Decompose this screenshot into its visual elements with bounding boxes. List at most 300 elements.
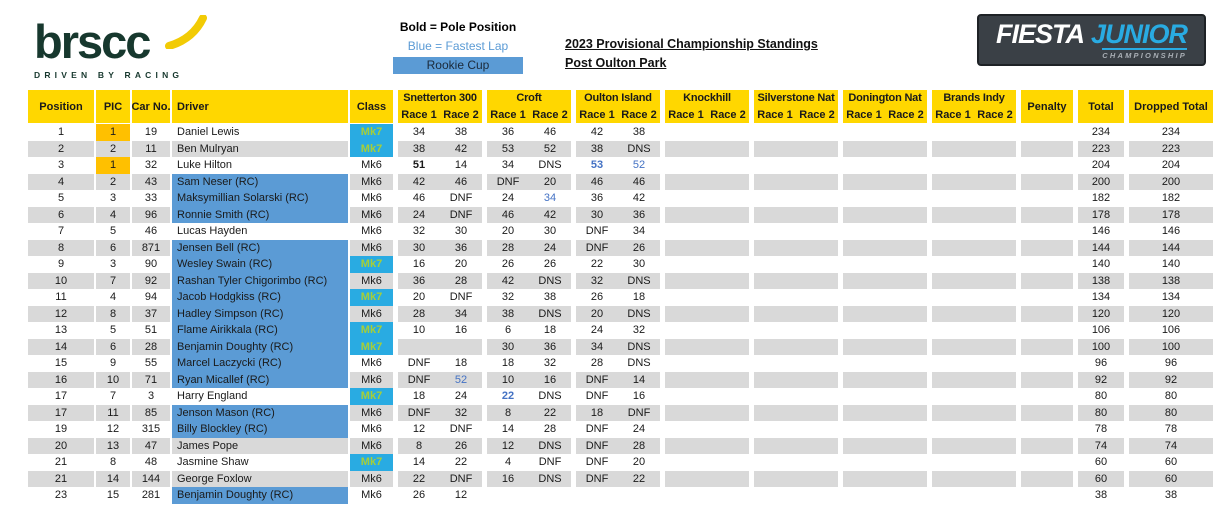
cell-race-result bbox=[665, 421, 707, 438]
cell-race-result bbox=[754, 471, 796, 488]
venue-results bbox=[754, 322, 838, 339]
cell-race-result bbox=[932, 124, 974, 141]
cell-car-no: 71 bbox=[132, 372, 170, 389]
venue-results bbox=[932, 174, 1016, 191]
cell-class: Mk6 bbox=[361, 159, 382, 172]
venue-results bbox=[576, 124, 660, 141]
cell-dropped-total: 178 bbox=[1129, 207, 1213, 224]
cell-race-result bbox=[932, 405, 974, 422]
cell-car-no: 315 bbox=[141, 423, 161, 436]
cell-race-result: DNS bbox=[529, 273, 571, 290]
cell-race-result: DNF bbox=[538, 456, 562, 469]
cell-car-no: 55 bbox=[144, 357, 158, 370]
venue-results bbox=[932, 207, 1016, 224]
race-label: Race 2 bbox=[888, 108, 924, 121]
venue-results bbox=[932, 157, 1016, 174]
cell-race-result: 18 bbox=[543, 324, 557, 337]
cell-driver: George Foxlow bbox=[172, 471, 348, 488]
cell-class: Mk7 bbox=[350, 388, 393, 405]
cell-pic: 3 bbox=[109, 192, 117, 205]
cell-race-result bbox=[707, 190, 749, 207]
cell-dropped-total: 200 bbox=[1129, 174, 1213, 191]
cell-race-result: 38 bbox=[487, 306, 529, 323]
cell-race-result: 4 bbox=[504, 456, 512, 469]
venue-results bbox=[754, 289, 838, 306]
cell-penalty bbox=[1021, 240, 1073, 257]
cell-race-result bbox=[754, 372, 796, 389]
cell-car-no: 94 bbox=[144, 291, 158, 304]
table-row bbox=[28, 141, 1213, 158]
venue-results bbox=[754, 240, 838, 257]
cell-race-result bbox=[885, 273, 927, 290]
cell-race-result: 32 bbox=[501, 291, 515, 304]
venue-results bbox=[754, 207, 838, 224]
cell-race-result bbox=[843, 207, 885, 224]
cell-driver: Ronnie Smith (RC) bbox=[172, 207, 348, 224]
cell-race-result bbox=[974, 438, 1016, 455]
venue-results bbox=[487, 207, 571, 224]
cell-race-result bbox=[618, 487, 660, 504]
venue-race-labels bbox=[754, 106, 838, 123]
cell-race-result bbox=[974, 322, 1016, 339]
venue-results bbox=[487, 124, 571, 141]
cell-race-result bbox=[754, 487, 796, 504]
cell-total: 134 bbox=[1091, 291, 1111, 304]
cell-total: 146 bbox=[1091, 225, 1111, 238]
cell-race-result: 32 bbox=[440, 405, 482, 422]
cell-driver: Luke Hilton bbox=[177, 159, 233, 172]
cell-race-result: 38 bbox=[543, 291, 557, 304]
cell-race-result: DNF bbox=[585, 423, 609, 436]
cell-race-result: 16 bbox=[412, 258, 426, 271]
cell-race-result: 14 bbox=[501, 423, 515, 436]
cell-race-result: 20 bbox=[454, 258, 468, 271]
venue-results bbox=[576, 223, 660, 240]
venue-results bbox=[932, 289, 1016, 306]
cell-car-no: 11 bbox=[132, 141, 170, 158]
cell-race-result bbox=[665, 372, 707, 389]
legend-rookie-cup: Rookie Cup bbox=[393, 57, 523, 74]
cell-race-result bbox=[932, 322, 974, 339]
cell-race-result: 28 bbox=[543, 423, 557, 436]
venue-results bbox=[665, 240, 749, 257]
header-venue-5 bbox=[754, 90, 838, 123]
table-row bbox=[28, 240, 1213, 257]
cell-race-result: 52 bbox=[529, 141, 571, 158]
cell-race-result bbox=[754, 157, 796, 174]
cell-race-result: 14 bbox=[618, 372, 660, 389]
cell-race-result bbox=[754, 355, 796, 372]
table-row bbox=[28, 174, 1213, 191]
cell-race-result bbox=[974, 388, 1016, 405]
cell-pic: 11 bbox=[96, 405, 130, 422]
cell-race-result bbox=[885, 471, 927, 488]
cell-position: 17 bbox=[54, 390, 68, 403]
venue-results bbox=[754, 190, 838, 207]
cell-race-result bbox=[754, 438, 796, 455]
cell-race-result bbox=[932, 421, 974, 438]
cell-race-result bbox=[843, 256, 885, 273]
cell-race-result bbox=[885, 240, 927, 257]
cell-pic: 5 bbox=[109, 324, 117, 337]
cell-race-result bbox=[885, 322, 927, 339]
cell-car-no: 144 bbox=[132, 471, 170, 488]
venue-results bbox=[665, 421, 749, 438]
cell-car-no: 51 bbox=[144, 324, 158, 337]
venue-name: Donington Nat bbox=[848, 92, 922, 104]
cell-race-result: DNS bbox=[538, 159, 562, 172]
cell-car-no: 281 bbox=[141, 489, 161, 502]
cell-race-result: 30 bbox=[487, 339, 529, 356]
cell-position: 1 bbox=[57, 126, 65, 139]
cell-race-result bbox=[932, 339, 974, 356]
cell-race-result: 28 bbox=[487, 240, 529, 257]
cell-car-no: 46 bbox=[144, 225, 158, 238]
race-label: Race 1 bbox=[579, 108, 615, 121]
venue-results bbox=[665, 355, 749, 372]
race-label: Race 1 bbox=[401, 108, 437, 121]
header-class: Class bbox=[350, 90, 393, 123]
venue-results bbox=[754, 405, 838, 422]
cell-class: Mk6 bbox=[350, 306, 393, 323]
cell-class: Mk6 bbox=[350, 240, 393, 257]
cell-race-result bbox=[754, 273, 796, 290]
cell-position: 9 bbox=[57, 258, 65, 271]
cell-race-result bbox=[974, 471, 1016, 488]
cell-race-result bbox=[843, 487, 885, 504]
venue-race-labels bbox=[665, 106, 749, 123]
cell-race-result bbox=[932, 471, 974, 488]
cell-race-result bbox=[974, 454, 1016, 471]
standings-header bbox=[28, 90, 1213, 123]
cell-race-result bbox=[665, 322, 707, 339]
venue-results bbox=[487, 174, 571, 191]
cell-penalty bbox=[1021, 223, 1073, 240]
cell-car-no: 47 bbox=[132, 438, 170, 455]
cell-race-result bbox=[440, 339, 482, 356]
cell-race-result bbox=[885, 223, 927, 240]
cell-race-result bbox=[796, 124, 838, 141]
cell-race-result bbox=[754, 322, 796, 339]
cell-dropped-total: 234 bbox=[1161, 126, 1181, 139]
cell-dropped-total: 204 bbox=[1161, 159, 1181, 172]
cell-race-result bbox=[843, 372, 885, 389]
venue-results bbox=[665, 273, 749, 290]
table-row bbox=[28, 124, 1213, 141]
cell-position: 20 bbox=[28, 438, 94, 455]
cell-total: 92 bbox=[1078, 372, 1124, 389]
race-label: Race 1 bbox=[668, 108, 704, 121]
venue-results bbox=[665, 471, 749, 488]
cell-class: Mk7 bbox=[350, 289, 393, 306]
cell-race-result bbox=[932, 388, 974, 405]
cell-dropped-total: 78 bbox=[1164, 423, 1178, 436]
cell-car-no: 871 bbox=[132, 240, 170, 257]
cell-race-result bbox=[754, 190, 796, 207]
race-label: Race 2 bbox=[443, 108, 479, 121]
cell-race-result: 22 bbox=[618, 471, 660, 488]
cell-class: Mk6 bbox=[361, 225, 382, 238]
table-row bbox=[28, 438, 1213, 455]
cell-position: 7 bbox=[57, 225, 65, 238]
cell-dropped-total: 138 bbox=[1129, 273, 1213, 290]
cell-total: 140 bbox=[1091, 258, 1111, 271]
cell-driver: Ryan Micallef (RC) bbox=[172, 372, 348, 389]
cell-car-no: 28 bbox=[132, 339, 170, 356]
cell-race-result: 24 bbox=[454, 390, 468, 403]
cell-race-result bbox=[754, 256, 796, 273]
cell-race-result: DNS bbox=[618, 141, 660, 158]
cell-race-result: 12 bbox=[454, 489, 468, 502]
cell-race-result bbox=[843, 141, 885, 158]
cell-race-result bbox=[754, 454, 796, 471]
cell-race-result bbox=[754, 174, 796, 191]
cell-race-result bbox=[974, 174, 1016, 191]
cell-driver: Flame Airikkala (RC) bbox=[172, 322, 348, 339]
cell-race-result: 53 bbox=[487, 141, 529, 158]
venue-results bbox=[398, 405, 482, 422]
cell-race-result bbox=[932, 141, 974, 158]
cell-race-result bbox=[974, 141, 1016, 158]
cell-race-result bbox=[796, 471, 838, 488]
venue-results bbox=[843, 322, 927, 339]
venue-results bbox=[398, 355, 482, 372]
cell-race-result bbox=[932, 157, 974, 174]
cell-race-result bbox=[398, 339, 440, 356]
cell-race-result bbox=[843, 124, 885, 141]
venue-results bbox=[487, 355, 571, 372]
venue-results bbox=[665, 372, 749, 389]
cell-race-result: 20 bbox=[632, 456, 646, 469]
venue-name: Oulton Island bbox=[584, 92, 652, 104]
cell-race-result bbox=[885, 190, 927, 207]
cell-race-result bbox=[707, 273, 749, 290]
cell-race-result bbox=[974, 405, 1016, 422]
cell-race-result bbox=[932, 487, 974, 504]
venue-results bbox=[932, 454, 1016, 471]
venue-results bbox=[487, 405, 571, 422]
venue-results bbox=[487, 157, 571, 174]
cell-race-result bbox=[796, 339, 838, 356]
venue-results bbox=[932, 322, 1016, 339]
cell-race-result bbox=[754, 124, 796, 141]
venue-results bbox=[487, 322, 571, 339]
cell-race-result: 32 bbox=[632, 324, 646, 337]
venue-results bbox=[576, 339, 660, 356]
cell-race-result: 46 bbox=[440, 174, 482, 191]
venue-results bbox=[665, 388, 749, 405]
venue-results bbox=[665, 487, 749, 504]
cell-race-result: 38 bbox=[398, 141, 440, 158]
venue-results bbox=[932, 223, 1016, 240]
cell-race-result: 42 bbox=[632, 192, 646, 205]
venue-results bbox=[843, 487, 927, 504]
cell-race-result bbox=[707, 306, 749, 323]
header-car: Car No. bbox=[132, 90, 170, 123]
cell-race-result bbox=[885, 438, 927, 455]
cell-race-result: DNF bbox=[576, 438, 618, 455]
venue-name: Croft bbox=[516, 92, 542, 104]
cell-race-result bbox=[707, 487, 749, 504]
cell-race-result bbox=[974, 157, 1016, 174]
cell-race-result bbox=[885, 174, 927, 191]
venue-name: Brands Indy bbox=[943, 92, 1005, 104]
venue-results bbox=[754, 306, 838, 323]
cell-race-result bbox=[932, 306, 974, 323]
venue-results bbox=[843, 190, 927, 207]
cell-dropped-total: 74 bbox=[1129, 438, 1213, 455]
cell-race-result bbox=[885, 339, 927, 356]
cell-race-result bbox=[843, 174, 885, 191]
venue-results bbox=[754, 157, 838, 174]
cell-race-result bbox=[932, 438, 974, 455]
cell-driver: Jacob Hodgkiss (RC) bbox=[172, 289, 348, 306]
cell-total: 204 bbox=[1091, 159, 1111, 172]
venue-results bbox=[665, 190, 749, 207]
cell-pic: 1 bbox=[96, 124, 130, 141]
race-label: Race 2 bbox=[532, 108, 568, 121]
cell-race-result bbox=[707, 289, 749, 306]
cell-dropped-total: 60 bbox=[1164, 456, 1178, 469]
cell-driver: Benjamin Doughty (RC) bbox=[172, 487, 348, 504]
venue-results bbox=[665, 454, 749, 471]
cell-class: Mk6 bbox=[361, 489, 382, 502]
header-venue-2 bbox=[487, 90, 571, 123]
venue-results bbox=[398, 372, 482, 389]
cell-pic: 2 bbox=[96, 141, 130, 158]
cell-race-result bbox=[885, 372, 927, 389]
cell-class: Mk6 bbox=[350, 438, 393, 455]
table-row bbox=[28, 421, 1213, 438]
cell-total: 96 bbox=[1094, 357, 1108, 370]
cell-race-result: 12 bbox=[487, 438, 529, 455]
cell-race-result: DNS bbox=[627, 357, 651, 370]
venue-name: Snetterton 300 bbox=[403, 92, 477, 104]
cell-driver: Benjamin Doughty (RC) bbox=[172, 339, 348, 356]
table-row bbox=[28, 405, 1213, 422]
cell-race-result: 28 bbox=[618, 438, 660, 455]
cell-car-no: 33 bbox=[144, 192, 158, 205]
cell-race-result: DNS bbox=[618, 306, 660, 323]
cell-position: 10 bbox=[28, 273, 94, 290]
cell-race-result bbox=[665, 174, 707, 191]
cell-race-result: 28 bbox=[590, 357, 604, 370]
table-row bbox=[28, 355, 1213, 372]
venue-results bbox=[843, 273, 927, 290]
venue-results bbox=[843, 174, 927, 191]
cell-race-result: DNF bbox=[585, 456, 609, 469]
cell-race-result bbox=[796, 487, 838, 504]
standings-body bbox=[28, 124, 1213, 504]
cell-race-result bbox=[796, 157, 838, 174]
cell-position: 23 bbox=[54, 489, 68, 502]
venue-race-labels bbox=[843, 106, 927, 123]
cell-race-result: 22 bbox=[590, 258, 604, 271]
cell-pic: 9 bbox=[109, 357, 117, 370]
cell-race-result: 16 bbox=[632, 390, 646, 403]
cell-race-result: 10 bbox=[412, 324, 426, 337]
venue-race-labels bbox=[932, 106, 1016, 123]
cell-total: 144 bbox=[1078, 240, 1124, 257]
cell-race-result bbox=[796, 438, 838, 455]
cell-total: 182 bbox=[1091, 192, 1111, 205]
fiesta-junior-wordmark bbox=[995, 18, 1187, 60]
venue-results bbox=[398, 273, 482, 290]
cell-position: 15 bbox=[54, 357, 68, 370]
cell-race-result: 30 bbox=[576, 207, 618, 224]
cell-penalty bbox=[1021, 273, 1073, 290]
venue-results bbox=[665, 174, 749, 191]
race-label: Race 1 bbox=[846, 108, 882, 121]
cell-dropped-total: 100 bbox=[1129, 339, 1213, 356]
venue-results bbox=[843, 405, 927, 422]
cell-race-result: 36 bbox=[618, 207, 660, 224]
cell-driver: Harry England bbox=[177, 390, 248, 403]
cell-race-result: 46 bbox=[487, 207, 529, 224]
cell-class: Mk6 bbox=[350, 471, 393, 488]
cell-race-result bbox=[796, 322, 838, 339]
cell-race-result bbox=[843, 421, 885, 438]
cell-class: Mk6 bbox=[361, 192, 382, 205]
cell-dropped-total: 96 bbox=[1164, 357, 1178, 370]
cell-driver: Rashan Tyler Chigorimbo (RC) bbox=[172, 273, 348, 290]
cell-car-no: 92 bbox=[132, 273, 170, 290]
cell-penalty bbox=[1021, 157, 1073, 174]
cell-penalty bbox=[1021, 322, 1073, 339]
cell-race-result bbox=[885, 157, 927, 174]
venue-results bbox=[487, 487, 571, 504]
cell-race-result: 34 bbox=[440, 306, 482, 323]
cell-dropped-total: 182 bbox=[1161, 192, 1181, 205]
cell-race-result bbox=[843, 339, 885, 356]
cell-race-result: 28 bbox=[398, 306, 440, 323]
cell-race-result: DNF bbox=[585, 390, 609, 403]
venue-results bbox=[932, 141, 1016, 158]
cell-race-result bbox=[665, 355, 707, 372]
venue-results bbox=[487, 190, 571, 207]
cell-race-result: 46 bbox=[576, 174, 618, 191]
cell-race-result bbox=[796, 174, 838, 191]
cell-race-result: DNF bbox=[449, 291, 473, 304]
cell-pic: 6 bbox=[96, 240, 130, 257]
cell-race-result: 34 bbox=[501, 159, 515, 172]
cell-race-result: DNF bbox=[440, 207, 482, 224]
cell-race-result: 30 bbox=[454, 225, 468, 238]
cell-total: 100 bbox=[1078, 339, 1124, 356]
table-row bbox=[28, 487, 1213, 504]
venue-results bbox=[754, 487, 838, 504]
venue-results bbox=[665, 322, 749, 339]
cell-penalty bbox=[1021, 207, 1073, 224]
cell-race-result bbox=[576, 487, 618, 504]
cell-race-result: 6 bbox=[504, 324, 512, 337]
race-label: Race 1 bbox=[490, 108, 526, 121]
cell-race-result bbox=[885, 388, 927, 405]
cell-driver: Jenson Mason (RC) bbox=[172, 405, 348, 422]
cell-dropped-total: 146 bbox=[1161, 225, 1181, 238]
venue-results bbox=[487, 438, 571, 455]
cell-pic: 3 bbox=[109, 258, 117, 271]
header-venue-3 bbox=[576, 90, 660, 123]
venue-results bbox=[843, 141, 927, 158]
cell-race-result bbox=[796, 223, 838, 240]
cell-total: 60 bbox=[1094, 456, 1108, 469]
venue-results bbox=[843, 454, 927, 471]
cell-race-result: DNF bbox=[487, 174, 529, 191]
cell-race-result: 26 bbox=[590, 291, 604, 304]
venue-results bbox=[487, 223, 571, 240]
cell-race-result: 26 bbox=[412, 489, 426, 502]
